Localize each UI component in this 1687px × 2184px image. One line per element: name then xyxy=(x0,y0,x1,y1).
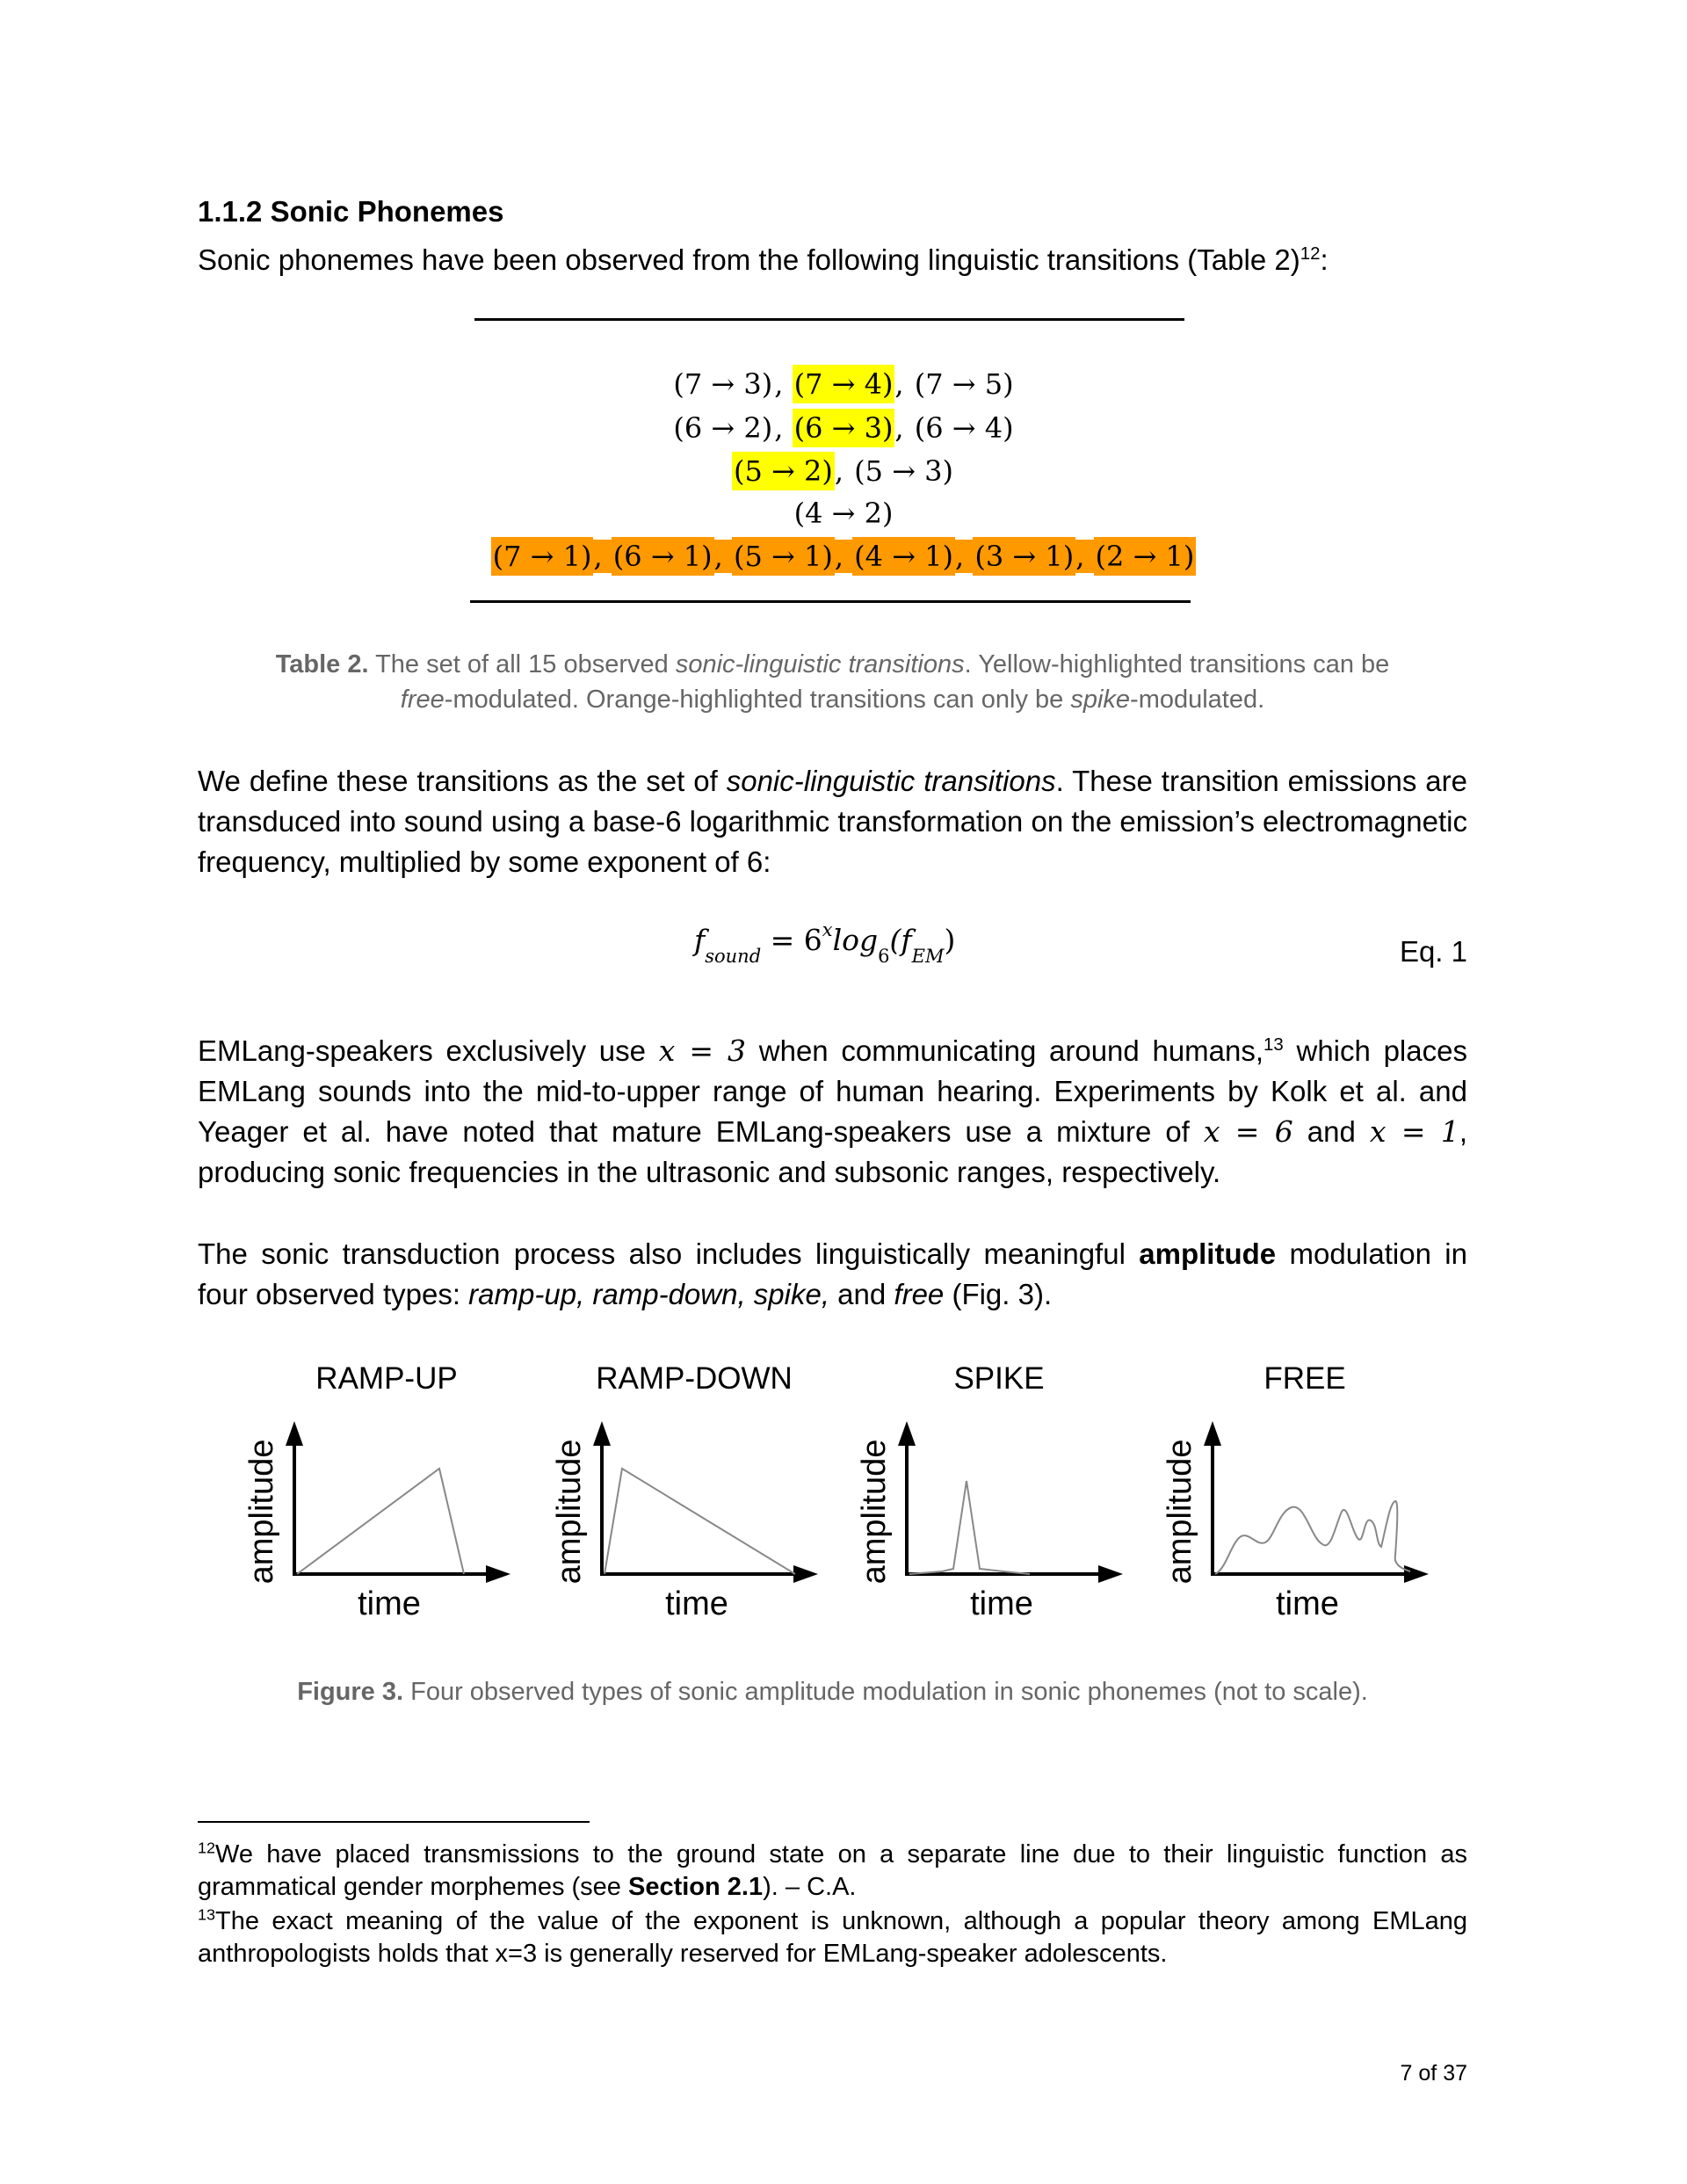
para-text: when communicating around humans, xyxy=(746,1034,1264,1067)
transition-separator: , xyxy=(834,540,853,573)
y-axis-arrow-icon xyxy=(593,1421,611,1446)
eq-paren-close: ) xyxy=(944,923,956,957)
para-text: , producing sonic frequencies in the ultrasonic and subsonic ranges, respectively. xyxy=(198,1115,1467,1188)
transition-cell: (6 → 1) xyxy=(612,537,714,576)
transition-cell: (7 → 4) xyxy=(793,365,895,403)
transition-cell: (7 → 1) xyxy=(491,537,594,576)
para-text: EMLang-speakers exclusively use xyxy=(198,1034,659,1067)
transition-cell: (5 → 3) xyxy=(854,454,954,488)
panel-title: RAMP-UP xyxy=(315,1361,458,1396)
eq-equals: = 6 xyxy=(770,923,822,957)
para-text: (Fig. 3). xyxy=(944,1278,1053,1310)
math-inline: x = 1 xyxy=(1369,1114,1459,1149)
transition-cell: (6 → 4) xyxy=(914,411,1014,445)
table-caption xyxy=(198,647,1467,717)
x-axis-label: time xyxy=(358,1585,421,1622)
para-italic: sonic-linguistic transitions xyxy=(726,765,1056,797)
x-axis-arrow-icon xyxy=(486,1565,510,1583)
equation-row xyxy=(198,919,1467,993)
transition-separator: , xyxy=(593,540,612,573)
y-axis-arrow-icon xyxy=(286,1421,303,1446)
transition-separator: , xyxy=(774,411,793,445)
x-value-paragraph xyxy=(198,1031,1467,1193)
eq-paren-open: (f xyxy=(889,923,912,957)
transition-separator: , xyxy=(774,367,793,401)
x-axis-arrow-icon xyxy=(1098,1565,1123,1583)
x-axis-label: time xyxy=(1276,1585,1339,1622)
para-italic: free xyxy=(894,1278,945,1310)
para-text: which places EMLang sounds into the mid-to-upper range of human hearing. Experiments by Kolk et al. and Yeager et al. have noted that mature EMLang-speakers use a mixture of xyxy=(198,1034,1467,1148)
transition-cell: (6 → 3) xyxy=(793,409,895,447)
footnote-ref-12[interactable]: 12 xyxy=(1300,243,1321,264)
table-caption-text: -modulated. Orange-highlighted transitions can only be xyxy=(444,686,1071,714)
amplitude-curve xyxy=(1215,1501,1410,1574)
transition-separator: , xyxy=(713,540,732,573)
math-inline: x = 3 xyxy=(658,1034,747,1068)
footnote-ref-13[interactable]: 13 xyxy=(1263,1034,1284,1055)
transition-cell: (2 → 1) xyxy=(1094,537,1197,576)
y-axis-label: amplitude xyxy=(243,1439,280,1585)
x-axis-arrow-icon xyxy=(1404,1565,1429,1583)
footnote-rule xyxy=(198,1821,590,1823)
x-axis-label: time xyxy=(970,1585,1033,1622)
figure-panel xyxy=(856,1361,1123,1622)
transition-row xyxy=(0,494,1687,533)
figure-panel xyxy=(1162,1361,1429,1622)
panel-title: RAMP-DOWN xyxy=(596,1361,793,1396)
table-caption-text: -modulated. xyxy=(1130,686,1265,714)
intro-text: Sonic phonemes have been observed from the following linguistic transitions (Table 2) xyxy=(198,243,1300,276)
y-axis-label: amplitude xyxy=(856,1439,893,1585)
footnote-text: The exact meaning of the value of the exponent is unknown, although a popular theory among EMLang anthropologists holds that x=3 is generally reserved for EMLang-speaker adolescents. xyxy=(198,1907,1467,1968)
transition-separator: , xyxy=(834,454,853,488)
transition-cell: (4 → 2) xyxy=(793,497,894,530)
amplitude-curve xyxy=(605,1469,795,1574)
panel-title: SPIKE xyxy=(953,1361,1045,1396)
section-heading: 1.1.2 Sonic Phonemes xyxy=(198,195,504,228)
eq-sub-6: 6 xyxy=(878,946,890,967)
para-bold: amplitude xyxy=(1139,1237,1277,1270)
figure-panel xyxy=(551,1361,818,1622)
footnote-13 xyxy=(198,1905,1467,1970)
definition-paragraph xyxy=(198,761,1467,882)
x-axis-arrow-icon xyxy=(793,1565,818,1583)
eq-sub-sound: sound xyxy=(705,946,762,967)
y-axis-label: amplitude xyxy=(551,1439,588,1585)
transition-separator: , xyxy=(894,411,913,445)
equation-1 xyxy=(694,919,956,967)
footnote-number: 13 xyxy=(198,1905,215,1924)
transition-row xyxy=(0,537,1687,576)
transition-row xyxy=(0,409,1687,447)
amplitude-curve xyxy=(909,1481,1030,1574)
figure-caption-label: Figure 3. xyxy=(297,1678,404,1706)
page-number: 7 of 37 xyxy=(1400,2061,1467,2086)
para-text: modulation in four observed types: xyxy=(198,1237,1467,1310)
transition-row xyxy=(0,365,1687,403)
y-axis-arrow-icon xyxy=(898,1421,916,1446)
footnote-12 xyxy=(198,1839,1467,1904)
para-text: The sonic transduction process also includes linguistically meaningful xyxy=(198,1237,1140,1270)
amplitude-curve xyxy=(297,1469,464,1574)
table-caption-text: . Yellow-highlighted transitions can be xyxy=(964,650,1390,678)
equation-label: Eq. 1 xyxy=(1399,935,1467,968)
x-axis-label: time xyxy=(665,1585,728,1622)
figure-panel xyxy=(243,1361,510,1622)
transition-cell: (5 → 2) xyxy=(732,452,835,490)
transition-cell: (6 → 2) xyxy=(673,411,773,445)
table-bottom-rule xyxy=(470,600,1191,603)
table-caption-label: Table 2. xyxy=(275,650,369,678)
table-caption-italic: spike xyxy=(1070,686,1131,714)
para-text: . These transition emissions are transduced into sound using a base-6 logarithmic transformation on the emission’s electromagnetic frequency, multiplied by some exponent of 6: xyxy=(198,765,1467,878)
para-text: and xyxy=(829,1278,894,1310)
table-caption-italic: free xyxy=(400,686,445,714)
intro-end: : xyxy=(1320,243,1329,276)
para-text: We define these transitions as the set of xyxy=(198,765,727,797)
table-caption-text: The set of all 15 observed xyxy=(368,650,676,678)
eq-sup-x: x xyxy=(822,919,833,940)
table-top-rule xyxy=(474,318,1184,321)
figure-caption xyxy=(198,1674,1467,1709)
transition-cell: (7 → 5) xyxy=(914,367,1014,401)
table-caption-italic: sonic-linguistic transitions xyxy=(675,650,965,678)
eq-f: f xyxy=(694,923,706,957)
panel-title: FREE xyxy=(1263,1361,1346,1396)
para-italic: ramp-up, ramp-down, spike, xyxy=(468,1278,829,1310)
eq-log: log xyxy=(832,923,879,957)
figure-3-amplitude-modulation xyxy=(198,1358,1467,1622)
y-axis-label: amplitude xyxy=(1162,1439,1198,1585)
transition-cell: (7 → 3) xyxy=(673,367,773,401)
transition-separator: , xyxy=(955,540,974,573)
y-axis-arrow-icon xyxy=(1204,1421,1221,1446)
amplitude-paragraph xyxy=(198,1234,1467,1315)
section-link[interactable]: Section 2.1 xyxy=(627,1873,764,1901)
transition-row xyxy=(0,452,1687,490)
transition-cell: (5 → 1) xyxy=(732,537,835,576)
intro-paragraph xyxy=(198,243,1467,277)
footnote-number: 12 xyxy=(198,1839,215,1857)
transition-cell: (3 → 1) xyxy=(973,537,1075,576)
math-inline: x = 6 xyxy=(1203,1114,1293,1149)
transition-cell: (4 → 1) xyxy=(852,537,955,576)
footnote-text: We have placed transmissions to the ground state on a separate line due to their linguistic function as grammatical gender morphemes (see xyxy=(198,1840,1467,1901)
eq-sub-em: EM xyxy=(911,946,945,967)
para-text: and xyxy=(1292,1115,1370,1148)
transition-separator: , xyxy=(894,367,913,401)
footnote-text: ). – C.A. xyxy=(763,1873,857,1901)
figure-caption-text: Four observed types of sonic amplitude modulation in sonic phonemes (not to scale). xyxy=(403,1678,1368,1706)
transition-separator: , xyxy=(1075,540,1094,573)
